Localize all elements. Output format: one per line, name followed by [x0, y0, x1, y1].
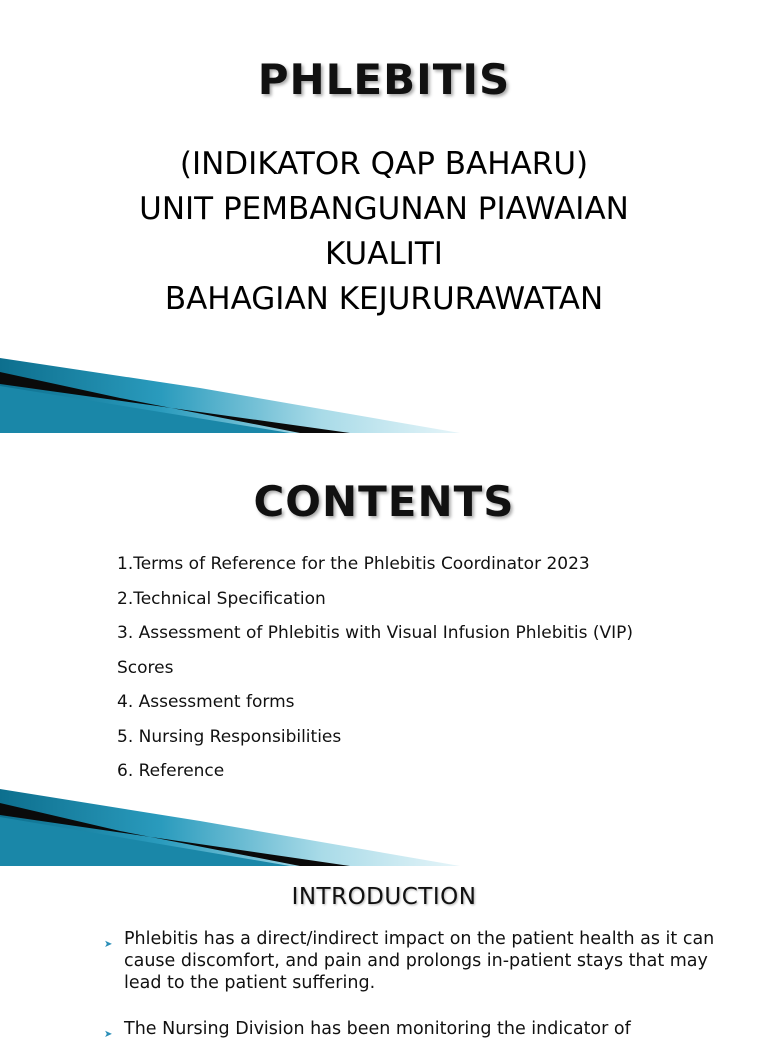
decorative-swoosh: [0, 358, 768, 433]
bullet-item: [104, 1018, 744, 1040]
bullet-text: Phlebitis has a direct/indirect impact on the patient health as it can cause discomfort, and pain and prolongs in-patient stays that may lead to the patient suffering.: [124, 929, 715, 993]
subtitle-line: KUALITI: [325, 236, 443, 272]
list-item: Scores: [117, 657, 174, 678]
subtitle-line: BAHAGIAN KEJURURAWATAN: [164, 281, 604, 317]
list-item: 5. Nursing Responsibilities: [117, 726, 342, 747]
triangle-bullet-icon: ➤: [104, 939, 113, 950]
list-item: 4. Assessment forms: [117, 692, 295, 712]
decorative-swoosh: [0, 789, 768, 866]
list-item: 3. Assessment of Phlebitis with Visual Infusion Phlebitis (VIP): [117, 623, 634, 643]
subtitle-line: UNIT PEMBANGUNAN PIAWAIAN: [139, 191, 629, 227]
list-item: 6. Reference: [117, 761, 225, 781]
slide-title: PHLEBITIS: [257, 55, 511, 104]
introduction-slide: [0, 866, 768, 1040]
contents-list: [117, 547, 747, 789]
slide-title: CONTENTS: [253, 477, 515, 526]
bullet-text: The Nursing Division has been monitoring the indicator of: [124, 1019, 631, 1039]
list-item: 1.Terms of Reference for the Phlebitis Coordinator 2023: [117, 554, 590, 574]
list-item: 2.Technical Specification: [117, 588, 326, 609]
slide-title: INTRODUCTION: [291, 884, 477, 910]
slide-subtitle: [0, 142, 768, 322]
bullet-item: [104, 928, 744, 994]
triangle-bullet-icon: ➤: [104, 1029, 113, 1040]
contents-slide: [0, 433, 768, 866]
title-slide: [0, 0, 768, 433]
subtitle-line: (INDIKATOR QAP BAHARU): [179, 146, 589, 182]
